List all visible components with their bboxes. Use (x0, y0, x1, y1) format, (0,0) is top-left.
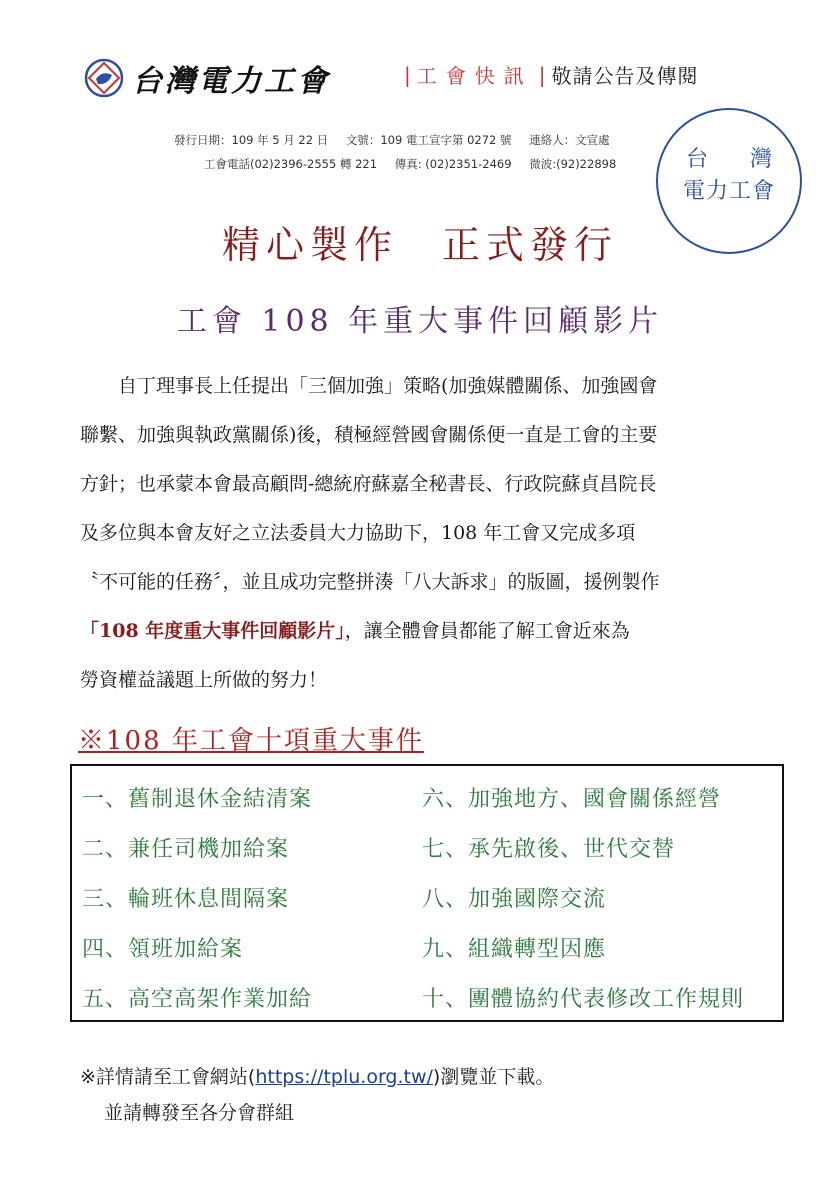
event-item: 一、舊制退休金結清案 (82, 787, 313, 812)
body-line: 及多位與本會友好之立法委員大力協助下，108 年工會又完成多項 (80, 522, 636, 544)
seal-line: 電力工會 (682, 179, 775, 204)
footer-line-1 (80, 1062, 554, 1089)
phone-number: 工會電話(02)2396-2555 轉 221 (204, 157, 378, 171)
separator: | (404, 62, 411, 87)
notice-text: 敬請公告及傳閱 (551, 64, 699, 88)
body-line: 自丁理事長上任提出「三個加強」策略(加強媒體關係、加強國會 (118, 375, 658, 397)
sub-title: 工會 108 年重大事件回顧影片 (176, 304, 664, 339)
body-line: 勞資權益議題上所做的努力！ (80, 669, 328, 691)
main-title: 精心製作 正式發行 (221, 223, 618, 267)
body-line: 聯繫、加強與執政黨關係)後，積極經營國會關係便一直是工會的主要 (80, 424, 658, 446)
body-line (80, 607, 770, 656)
website-link[interactable]: https://tplu.org.tw/ (255, 1066, 433, 1088)
microwave-number: 微波:(92)22898 (529, 157, 617, 171)
flash-label: 工會快訊 (416, 64, 533, 88)
body-line: 方針；也承蒙本會最高顧問-總統府蘇嘉全秘書長、行政院蘇貞昌院長 (80, 473, 657, 495)
body-line: 〝不可能的任務〞，並且成功完整拼湊「八大訴求」的版圖，援例製作 (80, 571, 660, 593)
meta-line-1 (174, 132, 624, 148)
event-item: 八、加強國際交流 (422, 887, 607, 912)
footer-text: )瀏覽並下載。 (432, 1066, 555, 1088)
body-line-rest: ，讓全體會員都能了解工會近來為 (344, 620, 630, 642)
event-item: 九、組織轉型因應 (422, 937, 607, 962)
event-item: 二、兼任司機加給案 (82, 837, 290, 862)
events-heading: ※108 年工會十項重大事件 (78, 726, 424, 756)
separator: | (538, 62, 546, 87)
event-item: 四、領班加給案 (82, 937, 244, 962)
event-item: 七、承先啟後、世代交替 (422, 837, 676, 862)
footer-text: ※詳情請至工會網站( (80, 1066, 256, 1088)
org-name: 台灣電力工會 (132, 64, 330, 99)
event-item: 六、加強地方、國會關係經營 (422, 787, 722, 812)
doc-number: 文號：109 電工宣字第 0272 號 (345, 133, 512, 147)
events-box (70, 764, 784, 1022)
meta-line-2 (204, 156, 630, 172)
fax-number: 傳真: (02)2351-2469 (394, 157, 512, 171)
seal-char: 灣 (749, 147, 772, 172)
event-item: 三、輪班休息間隔案 (82, 887, 290, 912)
issue-date: 發行日期：109 年 5 月 22 日 (174, 133, 329, 147)
contact-person: 連絡人：文宣處 (529, 133, 610, 147)
union-logo-icon (84, 58, 124, 98)
video-title-highlight: 「108 年度重大事件回顧影片」 (80, 620, 345, 642)
event-item: 十、團體協約代表修改工作規則 (422, 987, 745, 1012)
body-paragraph (80, 362, 770, 705)
event-item: 五、高空高架作業加給 (82, 987, 313, 1012)
header-tagline (398, 60, 699, 89)
masthead (84, 56, 330, 100)
footer-line-2: 並請轉發至各分會群組 (104, 1102, 295, 1124)
seal-char: 台 (686, 147, 709, 172)
